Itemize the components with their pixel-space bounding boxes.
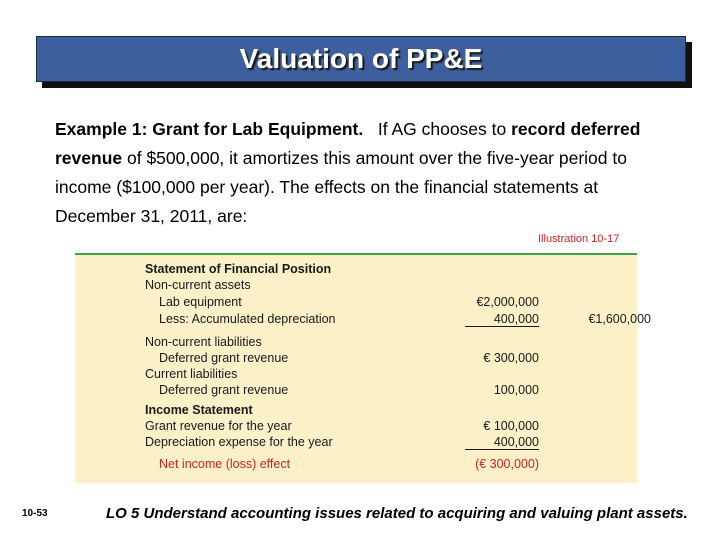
row-label: Current liabilities [145,367,238,381]
intro-lead: Example 1: Grant for Lab Equipment. [55,119,364,139]
slide-number: 10-53 [22,508,48,519]
row-label: Statement of Financial Position [145,262,332,276]
row-amount-col1: 400,000 [465,435,539,450]
row-amount-col1: € 300,000 [483,351,539,365]
row-label: Deferred grant revenue [159,351,289,365]
row-label: Deferred grant revenue [159,383,289,397]
slide-title: Valuation of PP&E [239,43,483,74]
statement-row [145,335,605,351]
row-amount-col1: 100,000 [493,383,539,397]
row-label: Non-current assets [145,278,251,292]
statement-row [145,403,605,419]
statement-panel [75,253,651,483]
illustration-label: Illustration 10-17 [538,233,620,245]
row-amount-col1: (€ 300,000) [475,457,539,471]
title-bar [36,36,686,82]
statement-row [145,278,605,294]
intro-bold-2: record deferred revenue [55,119,641,168]
row-label: Lab equipment [159,295,242,309]
row-label: Depreciation expense for the year [145,435,333,449]
intro-text-2: of $500,000, it amortizes this amount over the five-year period to income ($100,000 per year). The effects on the financial statements at December 31, 2011, are: [55,148,627,226]
row-label: Non-current liabilities [145,335,262,349]
row-label: Net income (loss) effect [159,457,291,471]
statement-row [145,367,605,383]
statement-row [145,383,605,399]
statement-row [145,295,605,311]
intro-paragraph [55,115,665,231]
statement-row [145,435,605,451]
row-amount-col1: €2,000,000 [476,295,539,309]
row-label: Grant revenue for the year [145,419,292,433]
statement-row [145,457,605,473]
row-label: Less: Accumulated depreciation [159,312,336,326]
statement-row [145,419,605,435]
row-amount-col1: 400,000 [465,312,539,327]
statement-row [145,312,651,328]
statement-row [145,262,605,278]
statement-row [145,351,605,367]
row-amount-col2: €1,600,000 [588,312,651,326]
learning-objective: LO 5 Understand accounting issues related to acquiring and valuing plant assets. [106,505,688,522]
row-amount-col1: € 100,000 [483,419,539,433]
intro-text-1: If AG chooses to [377,119,512,139]
row-label: Income Statement [145,403,253,417]
